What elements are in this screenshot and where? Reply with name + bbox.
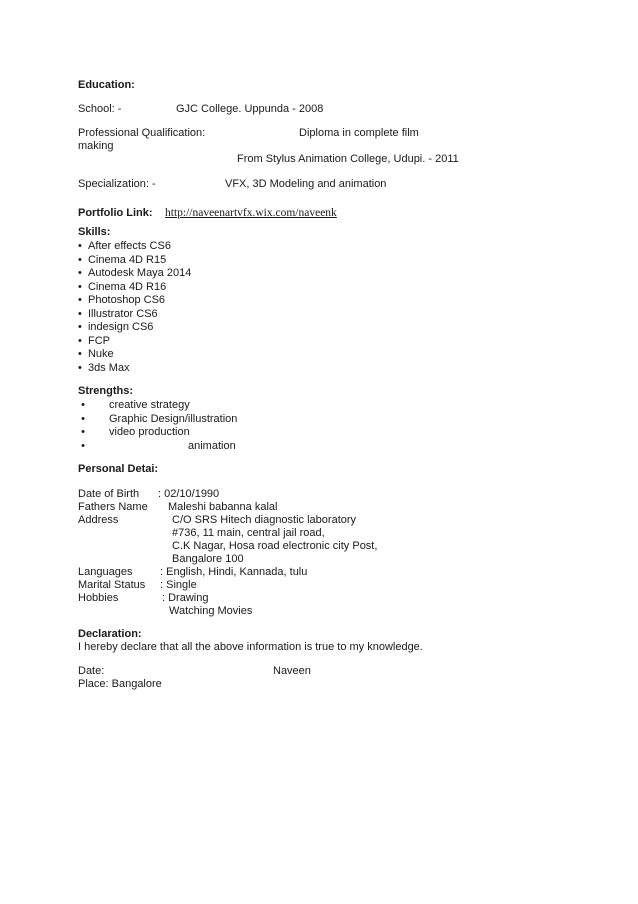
address-line: #736, 11 main, central jail road, xyxy=(172,527,325,539)
strength-text: video production xyxy=(109,426,190,438)
bullet: • xyxy=(78,361,82,374)
bullet: • xyxy=(78,267,82,279)
address-line: C/O SRS Hitech diagnostic laboratory xyxy=(172,514,357,526)
skill-text: After effects CS6 xyxy=(87,240,171,252)
school-label: School: - xyxy=(78,103,122,115)
list-item xyxy=(78,362,130,375)
strength-text: creative strategy xyxy=(109,399,190,411)
skill-text: FCP xyxy=(87,334,110,347)
skill-text: Cinema 4D R15 xyxy=(87,253,167,266)
date-label: Date: xyxy=(78,665,105,677)
qualification-label: Professional Qualification: xyxy=(78,127,206,139)
bullet: • xyxy=(78,280,82,293)
skills-heading: Skills: xyxy=(78,226,111,238)
address-label: Address xyxy=(78,514,119,526)
marital-value: : Single xyxy=(160,579,197,591)
dob-value: : 02/10/1990 xyxy=(158,488,220,500)
address-line: C.K Nagar, Hosa road electronic city Post, xyxy=(172,540,378,552)
declaration-text: I hereby declare that all the above information is true to my knowledge. xyxy=(78,641,423,653)
hobbies-value: : Drawing xyxy=(162,592,209,604)
list-item xyxy=(78,348,114,361)
strength-text: animation xyxy=(188,439,236,452)
qualification-value-cont: making xyxy=(78,140,114,152)
bullet: • xyxy=(78,348,82,360)
skill-text: Nuke xyxy=(87,348,114,360)
bullet: • xyxy=(78,294,82,306)
list-item xyxy=(78,308,158,321)
languages-value: : English, Hindi, Kannada, tulu xyxy=(160,566,308,578)
bullet: • xyxy=(81,439,85,452)
hobbies-label: Hobbies xyxy=(78,592,119,604)
dob-label: Date of Birth xyxy=(78,488,140,500)
bullet: • xyxy=(81,412,85,425)
languages-label: Languages xyxy=(78,566,133,578)
place-label: Place: Bangalore xyxy=(78,678,162,690)
bullet: • xyxy=(81,399,85,411)
declaration-heading: Declaration: xyxy=(78,628,142,640)
skill-text: Cinema 4D R16 xyxy=(87,280,167,293)
list-item xyxy=(78,254,166,267)
skill-text: indesign CS6 xyxy=(87,321,154,333)
skill-text: 3ds Max xyxy=(87,361,130,374)
education-heading: Education: xyxy=(78,79,135,91)
list-item xyxy=(78,335,110,348)
hobbies-value-2: Watching Movies xyxy=(169,605,253,617)
bullet: • xyxy=(78,334,82,347)
school-value: GJC College. Uppunda - 2008 xyxy=(176,103,324,115)
qualification-institute: From Stylus Animation College, Udupi. - 2011 xyxy=(237,153,459,165)
father-value: Maleshi babanna kalal xyxy=(168,501,278,513)
portfolio-link[interactable]: http://naveenartvfx.wix.com/naveenk xyxy=(165,207,337,219)
marital-label: Marital Status xyxy=(78,579,146,591)
list-item xyxy=(78,240,171,253)
skill-text: Illustrator CS6 xyxy=(87,307,158,320)
skill-text: Autodesk Maya 2014 xyxy=(87,267,192,279)
bullet: • xyxy=(78,321,82,333)
specialization-label: Specialization: - xyxy=(78,178,156,190)
address-line: Bangalore 100 xyxy=(172,553,244,565)
specialization-value: VFX, 3D Modeling and animation xyxy=(225,178,387,190)
list-item xyxy=(78,267,191,280)
qualification-value: Diploma in complete film xyxy=(299,127,419,139)
strength-text: Graphic Design/illustration xyxy=(109,412,238,425)
father-label: Fathers Name xyxy=(78,501,148,513)
strengths-heading: Strengths: xyxy=(78,385,133,397)
skill-text: Photoshop CS6 xyxy=(87,294,166,306)
list-item xyxy=(78,281,166,294)
list-item xyxy=(78,321,153,334)
personal-heading: Personal Detai: xyxy=(78,463,159,475)
bullet: • xyxy=(78,307,82,320)
list-item xyxy=(78,294,165,307)
bullet: • xyxy=(81,426,85,438)
signature-name: Naveen xyxy=(273,665,311,677)
bullet: • xyxy=(78,240,82,252)
bullet: • xyxy=(78,253,82,266)
portfolio-label: Portfolio Link: xyxy=(78,207,153,219)
